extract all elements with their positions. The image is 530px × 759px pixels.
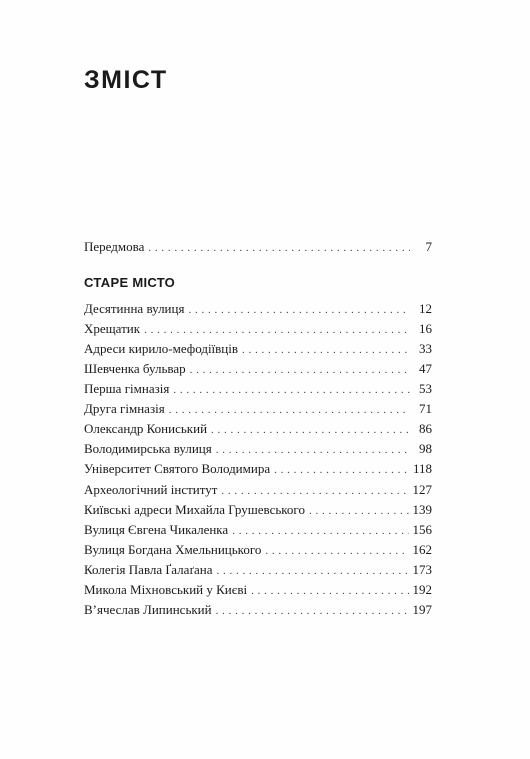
toc-entry-label: Шевченка бульвар [84,361,186,376]
toc-entry-label: Десятинна вулиця [84,301,185,316]
toc-entry[interactable] [84,482,432,498]
toc-entry[interactable] [84,542,432,558]
toc-entry-label: В’ячеслав Липинський [84,602,212,617]
dot-leader [232,523,408,539]
toc-entry-page: 98 [419,441,432,456]
dot-leader [169,402,410,418]
toc-entry-label: Микола Міхновський у Києві [84,582,248,597]
toc-entry[interactable] [84,361,432,377]
toc-entry-page: 173 [412,562,432,577]
dot-leader [190,362,410,378]
dot-leader [251,583,408,599]
toc-entry-label: Вулиця Богдана Хмельницького [84,542,262,557]
toc-entry-page: 86 [419,421,432,436]
toc-entry[interactable] [84,301,432,317]
toc-entry[interactable] [84,441,432,457]
toc-entry-label: Адреси кирило-мефодіївців [84,341,239,356]
toc-entry-page: 16 [419,321,432,336]
dot-leader [309,503,409,519]
toc-entry-label: Університет Святого Володимира [84,461,271,476]
toc-entry-label: Хрещатик [84,321,141,336]
toc-entry[interactable] [84,602,432,618]
toc-entry-label: Перша гімназія [84,381,170,396]
section-heading: СТАРЕ МІСТО [84,275,176,290]
toc-entry-page: 162 [412,542,432,557]
toc-entry-page: 192 [412,582,432,597]
toc-entry-page: 33 [419,341,432,356]
dot-leader [188,302,410,318]
dot-leader [211,422,410,438]
toc-entry-page: 47 [419,361,432,376]
toc-entry[interactable] [84,321,432,337]
toc-entry-page: 7 [425,239,432,254]
toc-entry-label: Володимирська вулиця [84,441,212,456]
toc-entry-label: Олександр Кониський [84,421,208,436]
toc-entry[interactable] [84,341,432,357]
toc-entry[interactable] [84,401,432,417]
toc-entry-page: 127 [412,482,432,497]
toc-entry-page: 12 [419,301,432,316]
toc-entry[interactable] [84,502,432,518]
dot-leader [265,543,408,559]
toc-entry-label: Колегія Павла Ґалаґана [84,562,213,577]
toc-entry[interactable] [84,421,432,437]
toc-entry-preface[interactable] [84,239,432,255]
toc-entry-label: Друга гімназія [84,401,165,416]
toc-entry-label: Археологічний інститут [84,482,218,497]
toc-entry-label: Київські адреси Михайла Грушевського [84,502,305,517]
toc-entry[interactable] [84,562,432,578]
toc-entry-page: 139 [412,502,432,517]
toc-entry[interactable] [84,381,432,397]
dot-leader [144,322,410,338]
toc-entry[interactable] [84,522,432,538]
toc-entry-page: 118 [412,461,432,476]
toc-entry[interactable] [84,461,432,477]
toc-entry-label: Передмова [84,239,145,254]
toc-entry-label: Вулиця Євгена Чикаленка [84,522,229,537]
dot-leader [148,240,410,256]
toc-entry-page: 71 [419,401,432,416]
toc-entry-page: 156 [412,522,432,537]
toc-entry[interactable] [84,582,432,598]
dot-leader [274,462,409,478]
dot-leader [242,342,410,358]
dot-leader [216,563,408,579]
page-title: ЗМІСТ [84,66,168,94]
toc-entry-page: 53 [419,381,432,396]
toc-entry-page: 197 [412,602,432,617]
dot-leader [221,483,408,499]
dot-leader [216,442,410,458]
dot-leader [173,382,410,398]
dot-leader [216,603,409,619]
